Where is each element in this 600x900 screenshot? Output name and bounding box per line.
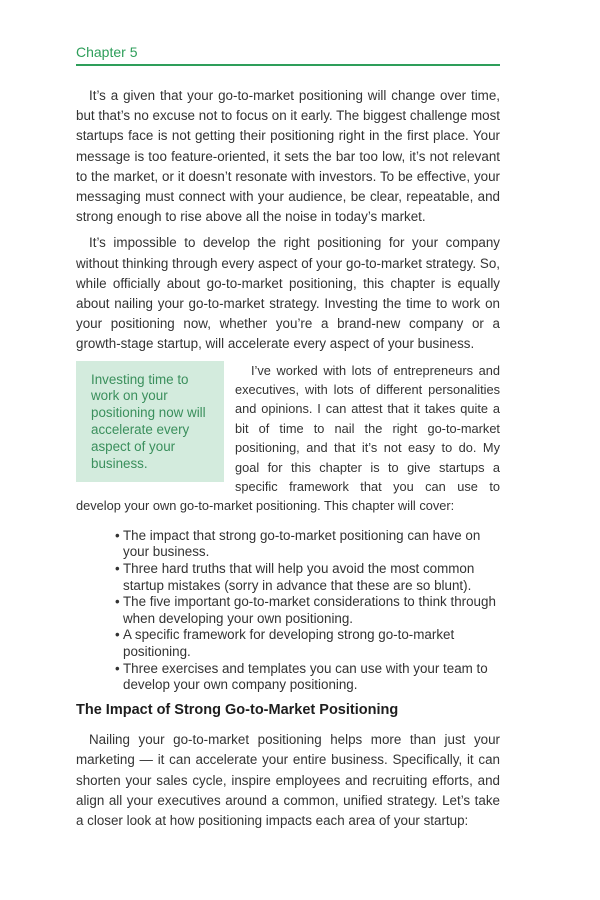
chapter-header: Chapter 5 (76, 44, 138, 60)
pull-quote: Investing time to work on your positioning now will accelerate every aspect of your business. (76, 361, 224, 483)
chapter-topics-list (116, 528, 500, 694)
paragraph-1: It’s a given that your go-to-market positioning will change over time, but that’s no excuse not to focus on it early. The biggest challenge most startups face is not getting their positioning right in the first place. Your message is too feature-oriented, it sets the bar too low, it’s not relevant to the market, or it doesn’t resonate with investors. To be effective, your messaging must connect with your audience, be clear, repeatable, and strong enough to rise above all the noise in today’s market. (76, 88, 500, 225)
section-heading: The Impact of Strong Go-to-Market Positioning (76, 701, 399, 718)
paragraph-2: It’s impossible to develop the right positioning for your company without thinking through every aspect of your go-to-market strategy. So, while officially about go-to-market positioning, this chapter is equally about nailing your go-to-market strategy. Investing the time to work on your positioning now, whether you’re a brand-new company or a growth-stage startup, will accelerate every aspect of your business. (76, 235, 500, 352)
pull-quote-section (76, 361, 500, 522)
header-rule (76, 64, 500, 66)
list-item (116, 561, 500, 594)
bullet-icon: • (115, 627, 120, 643)
page-body (76, 86, 500, 838)
list-item-text: The five important go-to-market considerations to think through when developing your own positioning. (123, 594, 496, 626)
list-item (116, 661, 500, 694)
list-item-text: A specific framework for developing strong go-to-market positioning. (123, 627, 455, 660)
list-item-text: The impact that strong go-to-market positioning can have on your business. (123, 527, 481, 560)
bullet-icon: • (115, 660, 120, 676)
section-body (76, 730, 500, 832)
list-item (116, 528, 500, 561)
bullet-icon: • (115, 594, 120, 610)
bullet-icon: • (115, 527, 120, 543)
list-item (116, 627, 500, 660)
bullet-icon: • (115, 561, 120, 577)
paragraph-3: I’ve worked with lots of entrepreneurs and executives, with lots of different personalities and opinions. I can attest that it takes quite a bit of time to nail the right go-to-market positioning, and that it’s not easy to do. My goal for this chapter is to give startups a specific framework that you can use to develop your own go-to-market positioning. This chapter will cover: (76, 362, 500, 514)
list-item-text: Three exercises and templates you can use with your team to develop your own company positioning. (123, 660, 488, 693)
paragraph-4: Nailing your go-to-market positioning helps more than just your marketing — it can accelerate your entire business. Specifically, it can shorten your sales cycle, inspire employees and recruiting efforts, and align all your executives around a common, unified strategy. Let’s take a closer look at how positioning impacts each area of your startup: (76, 731, 500, 829)
list-item (116, 594, 500, 627)
list-item-text: Three hard truths that will help you avoid the most common startup mistakes (sorry in advance that these are so blunt). (123, 561, 475, 593)
